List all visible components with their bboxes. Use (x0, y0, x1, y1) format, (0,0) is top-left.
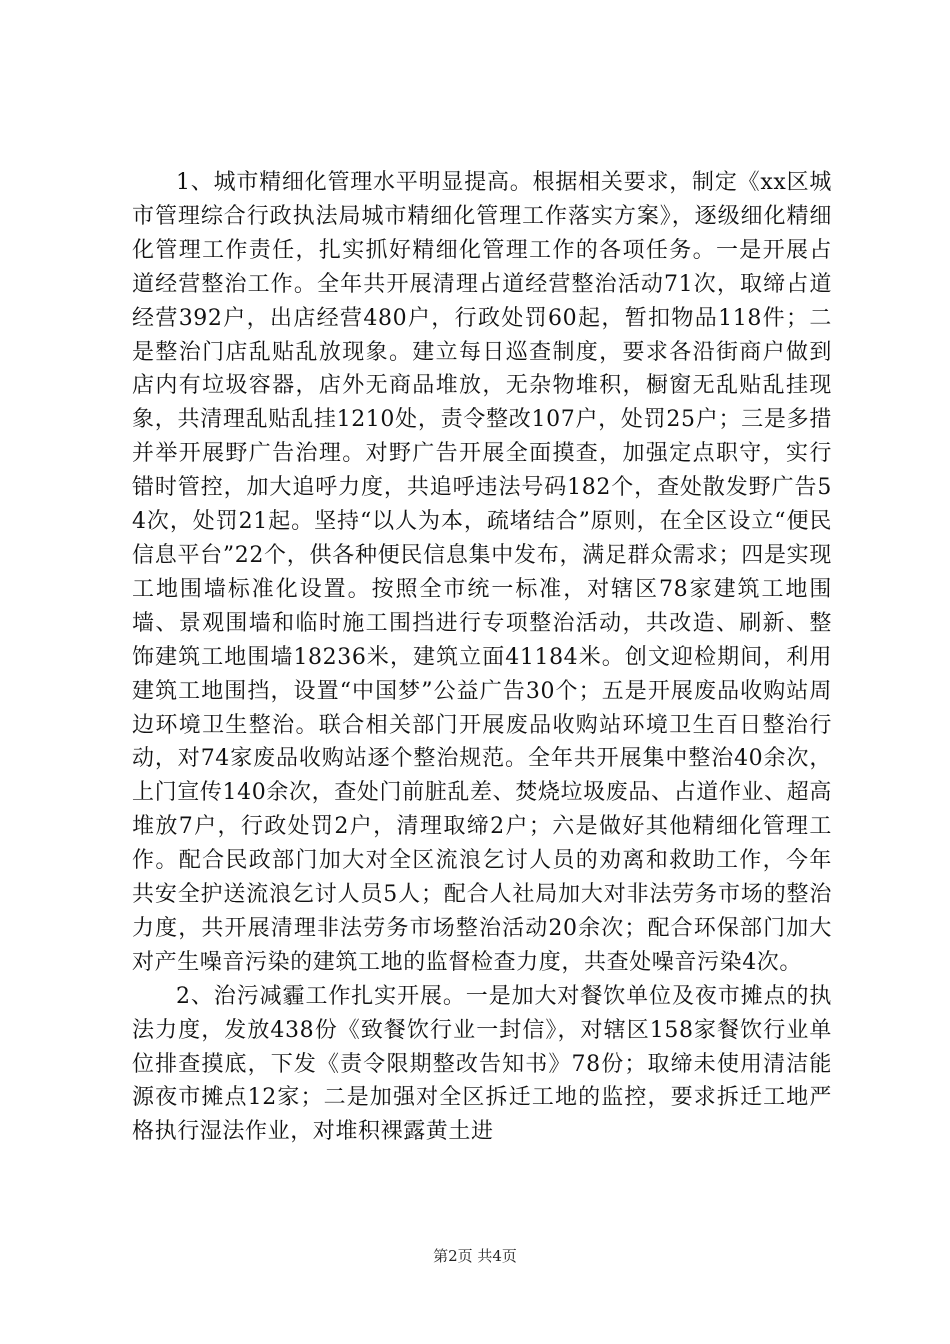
paragraph-urban-management: 1、城市精细化管理水平明显提高。根据相关要求，制定《xx区城市管理综合行政执法局城市精细化管理工作落实方案》，逐级细化精细化管理工作责任，扎实抓好精细化管理工作的各项任务。一是开展占道经营整治工作。全年共开展清理占道经营整治活动71次，取缔占道经营392户，出店经营480户，行政处罚60起，暂扣物品118件；二是整治门店乱贴乱放现象。建立每日巡查制度，要求各沿街商户做到店内有垃圾容器，店外无商品堆放，无杂物堆积，橱窗无乱贴乱挂现象，共清理乱贴乱挂1210处，责令整改107户，处罚25户；三是多措并举开展野广告治理。对野广告开展全面摸查，加强定点职守，实行错时管控，加大追呼力度，共追呼违法号码182个，查处散发野广告54次，处罚21起。坚持“以人为本，疏堵结合”原则，在全区设立“便民信息平台”22个，供各种便民信息集中发布，满足群众需求；四是实现工地围墙标准化设置。按照全市统一标准，对辖区78家建筑工地围墙、景观围墙和临时施工围挡进行专项整治活动，共改造、刷新、整饰建筑工地围墙18236米，建筑立面41184米。创文迎检期间，利用建筑工地围挡，设置“中国梦”公益广告30个；五是开展废品收购站周边环境卫生整治。联合相关部门开展废品收购站环境卫生百日整治行动，对74家废品收购站逐个整治规范。全年共开展集中整治40余次，上门宣传140余次，查处门前脏乱差、焚烧垃圾废品、占道作业、超高堆放7户，行政处罚2户，清理取缔2户；六是做好其他精细化管理工作。配合民政部门加大对全区流浪乞讨人员的劝离和救助工作，今年共安全护送流浪乞讨人员5人；配合人社局加大对非法劳务市场的整治力度，共开展清理非法劳务市场整治活动20余次；配合环保部门加大对产生噪音污染的建筑工地的监督检查力度，共查处噪音污染4次。 (132, 170, 832, 975)
page-number-footer: 第2页 共4页 (433, 1247, 517, 1265)
document-body (132, 166, 832, 1149)
paragraph-pollution-control: 2、治污减霾工作扎实开展。一是加大对餐饮单位及夜市摊点的执法力度，发放438份《致餐饮行业一封信》，对辖区158家餐饮行业单位排查摸底，下发《责令限期整改告知书》78份；取缔未使用清洁能源夜市摊点12家；二是加强对全区拆迁工地的监控，要求拆迁工地严格执行湿法作业，对堆积裸露黄土进 (132, 983, 832, 1145)
